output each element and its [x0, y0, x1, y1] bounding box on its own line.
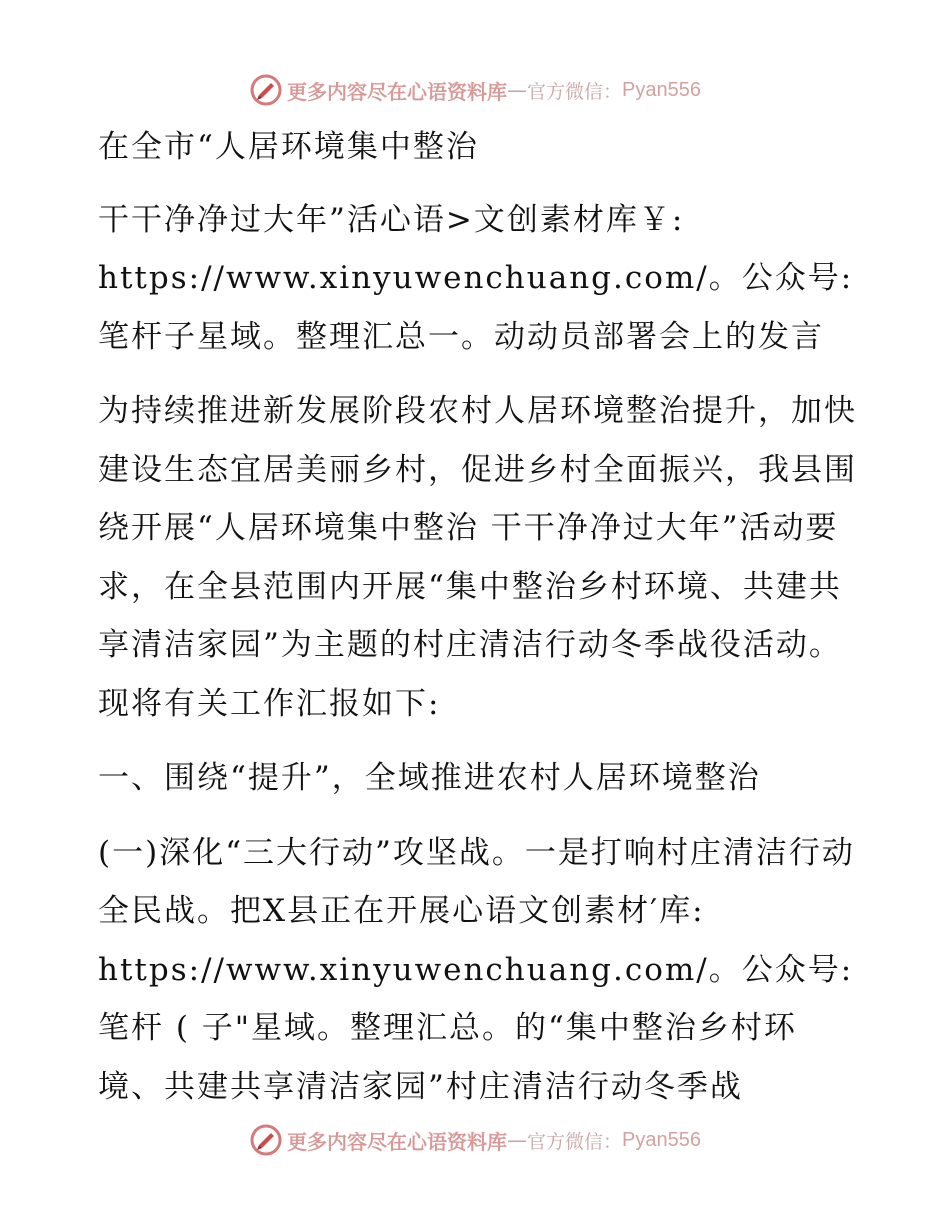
watermark-brand: 更多内容尽在心语资料库 — [287, 1129, 507, 1154]
document-body — [98, 118, 858, 1116]
watermark-header — [0, 72, 950, 108]
brand-logo-icon — [249, 1123, 283, 1157]
watermark-label: 官方微信： — [527, 1130, 623, 1153]
section-heading-1: 一、围绕“提升”，全域推进农村人居环境整治 — [98, 760, 761, 796]
watermark-wechat-id: Pyan556 — [622, 1128, 701, 1151]
paragraph-2: 为持续推进新发展阶段农村人居环境整治提升，加快建设生态宜居美丽乡村，促进乡村全面振兴，我县围绕开展“人居环境集中整治 干干净净过大年”活动要求，在全县范围内开展“集中整治乡村环境、共建共享清洁家园”为主题的村庄清洁行动冬季战役活动。现将有关工作汇报如下: — [98, 393, 857, 722]
brand-logo-icon — [249, 73, 283, 107]
watermark-brand: 更多内容尽在心语资料库 — [287, 79, 507, 104]
paragraph-1: 干干净净过大年”活心语>文创素材库￥: https://www.xinyuwenchuang.com/。公众号: 笔杆子星域。整理汇总一。动动员部署会上的发言 — [98, 201, 854, 355]
watermark-label: 官方微信： — [527, 80, 623, 103]
paragraph-3: (一)深化“三大行动”攻坚战。一是打响村庄清洁行动全民战。把X县正在开展心语文创素材′库: https://www.xinyuwenchuang.com/。公众号: 笔杆 ( 子"星域。整理汇总。的“集中整治乡村环境、共建共享清洁家园”村庄清洁行动冬季战 — [98, 834, 855, 1105]
watermark-separator: — — [507, 1128, 527, 1152]
watermark-wechat-id: Pyan556 — [622, 78, 701, 101]
watermark-footer — [0, 1122, 950, 1158]
watermark-separator: — — [507, 78, 527, 102]
title-line: 在全市“人居环境集中整治 — [98, 129, 479, 165]
